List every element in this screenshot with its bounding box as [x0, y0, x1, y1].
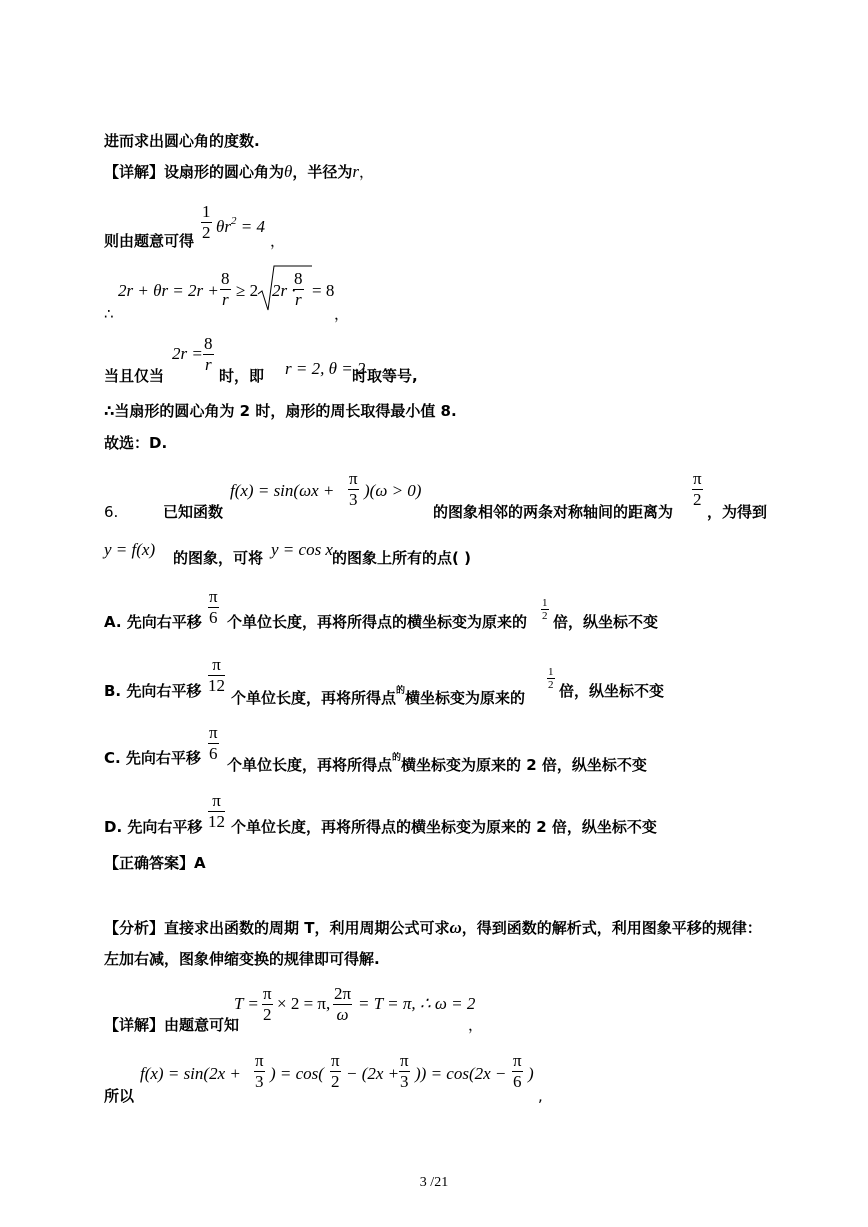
- denominator: 2: [202, 223, 211, 242]
- text: 已知函数: [163, 503, 224, 521]
- math: θ: [284, 162, 293, 181]
- numerator: π: [208, 792, 225, 812]
- denominator: 6: [209, 608, 218, 627]
- text: 的图象相邻的两条对称轴间的距离为: [433, 503, 674, 521]
- detail-line: [104, 163, 374, 181]
- math: θr: [216, 217, 231, 236]
- text: ，半径为: [292, 163, 353, 181]
- text: 横坐标变为原来的 2 倍，纵坐标不变: [401, 756, 647, 774]
- text: 所以: [104, 1087, 135, 1105]
- text: ，: [359, 163, 375, 181]
- numerator: 8: [221, 269, 230, 288]
- analysis-line: [104, 919, 762, 937]
- denominator: 12: [208, 812, 225, 831]
- denominator: ω: [336, 1005, 349, 1024]
- fraction: [512, 1052, 523, 1091]
- math: )(ω > 0): [364, 481, 422, 500]
- text: 时，即: [219, 367, 265, 385]
- text-line: 则由题意可得: [104, 232, 195, 250]
- exponent: 2: [230, 215, 237, 227]
- numerator: 2π: [334, 984, 352, 1003]
- math: r = 2, θ = 2: [285, 359, 366, 378]
- text: 个单位长度，再将所得点的横坐标变为原来的 2 倍，纵坐标不变: [231, 818, 657, 836]
- fraction: [203, 335, 214, 374]
- option-d[interactable]: [104, 818, 202, 836]
- numerator: 8: [204, 334, 213, 353]
- denominator: 3: [400, 1072, 409, 1091]
- fraction: [220, 270, 231, 309]
- denominator: 6: [513, 1072, 522, 1091]
- denominator: 6: [209, 744, 218, 763]
- text: 倍，纵坐标不变: [559, 682, 665, 700]
- fraction: [348, 470, 359, 509]
- option-label: B. 先向右平移: [104, 682, 202, 700]
- text-line: ∴当扇形的圆心角为 2 时，扇形的周长取得最小值 8.: [104, 402, 457, 420]
- fraction: [293, 270, 304, 309]
- text: ∴: [104, 305, 114, 323]
- fraction: [333, 985, 352, 1024]
- denominator: 2: [331, 1072, 340, 1091]
- numerator: 1: [548, 666, 554, 678]
- fraction: [541, 598, 549, 622]
- math: 2r ·: [272, 281, 296, 300]
- page-separator: /: [430, 1175, 435, 1190]
- math: f(x) = sin(ωx +: [230, 481, 335, 500]
- fraction: [547, 667, 555, 691]
- numerator: π: [693, 469, 702, 488]
- denominator: r: [204, 355, 212, 374]
- numerator: π: [255, 1051, 264, 1070]
- math: = 4: [240, 217, 265, 236]
- answer-line: 【正确答案】A: [104, 854, 206, 872]
- text: 的图象，可将: [173, 549, 264, 567]
- numerator: π: [208, 656, 225, 676]
- page-total: 21: [434, 1175, 449, 1190]
- text: ,: [538, 1087, 543, 1105]
- math: = 8: [312, 281, 335, 300]
- text: 个单位长度，再将所得点: [231, 689, 397, 707]
- fraction: [208, 792, 225, 831]
- page-number: 3: [419, 1175, 427, 1190]
- denominator: 2: [263, 1005, 272, 1024]
- text: 的: [396, 686, 406, 696]
- text: 个单位长度，再将所得点的横坐标变为原来的: [227, 613, 528, 631]
- detail-label: 【详解】: [104, 163, 165, 181]
- text: [231, 682, 525, 707]
- math: − (2x +: [346, 1064, 400, 1083]
- math: ): [528, 1064, 534, 1083]
- page-footer: [0, 1175, 868, 1191]
- numerator: π: [349, 469, 358, 488]
- math: y = f(x): [104, 540, 156, 559]
- math: = T = π, ∴ ω = 2: [358, 994, 476, 1013]
- denominator: 2: [693, 490, 702, 509]
- numerator: π: [513, 1051, 522, 1070]
- denominator: 2: [542, 610, 548, 622]
- fraction: [399, 1052, 410, 1091]
- numerator: π: [209, 723, 218, 742]
- math: ) = cos(: [270, 1064, 324, 1083]
- fraction: [208, 656, 225, 695]
- option-c[interactable]: [104, 749, 201, 767]
- math: y = cos x: [271, 540, 333, 559]
- text: 的图象上所有的点( ): [332, 549, 471, 567]
- text: 横坐标变为原来的: [405, 689, 526, 707]
- math: r: [352, 162, 360, 181]
- numerator: π: [263, 984, 272, 1003]
- fraction: [692, 470, 703, 509]
- math: × 2 = π,: [277, 994, 331, 1013]
- option-a[interactable]: [104, 613, 202, 631]
- text: 【详解】由题意可知: [104, 1016, 240, 1034]
- denominator: 2: [548, 679, 554, 691]
- text: ，: [270, 232, 286, 250]
- math: ≥ 2: [236, 281, 259, 300]
- option-label: D. 先向右平移: [104, 818, 203, 836]
- text: ，: [468, 1016, 484, 1034]
- denominator: 3: [349, 490, 358, 509]
- text-line: 左加右减，图象伸缩变换的规律即可得解.: [104, 950, 380, 968]
- denominator: 3: [255, 1072, 264, 1091]
- text: [227, 749, 647, 774]
- fraction: [208, 588, 219, 627]
- math: T =: [234, 994, 259, 1013]
- text: 倍，纵坐标不变: [553, 613, 659, 631]
- fraction: [262, 985, 273, 1024]
- fraction: [208, 724, 219, 763]
- math: )) = cos(2x −: [415, 1064, 507, 1083]
- text: ，为得到: [707, 503, 768, 521]
- text: 时取等号,: [352, 367, 418, 385]
- text: ，得到函数的解析式，利用图象平移的规律：: [461, 919, 762, 937]
- question-number: 6.: [104, 503, 119, 521]
- math: [216, 212, 265, 236]
- option-b[interactable]: [104, 682, 201, 700]
- math: f(x) = sin(2x +: [140, 1064, 241, 1083]
- text: 【分析】直接求出函数的周期 T，利用周期公式可求: [104, 919, 450, 937]
- math: 2r + θr = 2r +: [118, 281, 219, 300]
- denominator: r: [294, 290, 302, 309]
- fraction: [254, 1052, 265, 1091]
- text-line: 进而求出圆心角的度数.: [104, 132, 260, 150]
- math: ω: [449, 918, 462, 937]
- numerator: π: [209, 587, 218, 606]
- numerator: 8: [294, 269, 303, 288]
- text: 设扇形的圆心角为: [164, 163, 285, 181]
- numerator: 1: [542, 597, 548, 609]
- numerator: 1: [202, 202, 211, 221]
- denominator: 12: [208, 676, 225, 695]
- text-line: 故选：D.: [104, 434, 168, 452]
- option-label: A. 先向右平移: [104, 613, 202, 631]
- text: 个单位长度，再将所得点: [227, 756, 393, 774]
- numerator: π: [331, 1051, 340, 1070]
- text: ，: [334, 305, 350, 323]
- math: 2r =: [172, 344, 203, 363]
- option-label: C. 先向右平移: [104, 749, 201, 767]
- denominator: r: [221, 290, 229, 309]
- text: 的: [392, 753, 402, 763]
- numerator: π: [400, 1051, 409, 1070]
- text: 当且仅当: [104, 367, 165, 385]
- fraction: [330, 1052, 341, 1091]
- fraction: [201, 203, 212, 242]
